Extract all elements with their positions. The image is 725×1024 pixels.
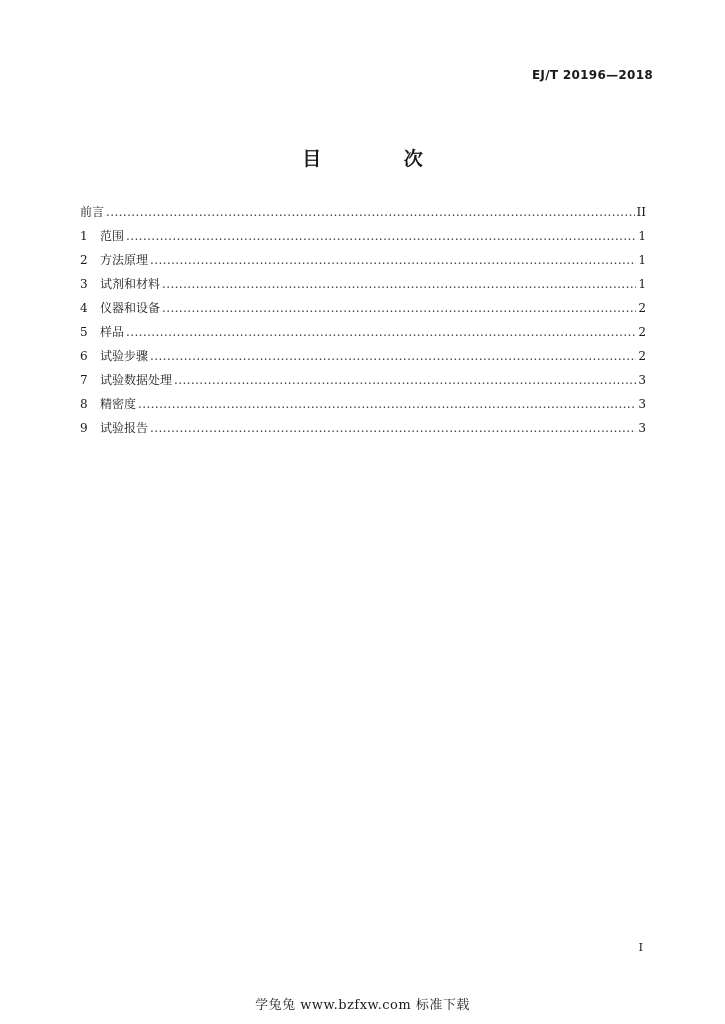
toc-entry-page: 1 — [638, 229, 646, 243]
toc-entry-number: 2 — [80, 253, 88, 267]
toc-entry-label: 试剂和材料 — [100, 277, 161, 291]
dot-leader — [162, 277, 636, 291]
toc-entry-6[interactable] — [80, 347, 646, 371]
dot-leader — [150, 253, 636, 267]
toc-entry-foreword[interactable] — [80, 203, 646, 227]
toc-entry-label: 仪器和设备 — [100, 301, 161, 315]
toc-entry-page: 2 — [638, 349, 646, 363]
dot-leader — [126, 325, 636, 339]
toc-entry-label: 范围 — [100, 229, 125, 243]
toc-entry-label: 精密度 — [100, 397, 137, 411]
dot-leader — [106, 205, 635, 219]
toc-entry-page: 3 — [638, 397, 646, 411]
toc-entry-label: 前言 — [80, 205, 105, 219]
toc-entry-4[interactable] — [80, 299, 646, 323]
toc-entry-page: 3 — [638, 421, 646, 435]
toc-entry-label: 试验数据处理 — [100, 373, 173, 387]
toc-entry-page: 3 — [638, 373, 646, 387]
toc-entry-1[interactable] — [80, 227, 646, 251]
toc-entry-label: 试验报告 — [100, 421, 149, 435]
toc-entry-page: 2 — [638, 301, 646, 315]
toc-entry-page: 1 — [638, 253, 646, 267]
dot-leader — [126, 229, 636, 243]
toc-entry-label: 试验步骤 — [100, 349, 149, 363]
toc-entry-number: 3 — [80, 277, 88, 291]
toc-entry-number: 1 — [80, 229, 88, 243]
toc-entry-2[interactable] — [80, 251, 646, 275]
toc-entry-page: 2 — [638, 325, 646, 339]
standard-code: EJ/T 20196—2018 — [531, 68, 653, 82]
toc-entry-page: 1 — [638, 277, 646, 291]
toc-entry-number: 6 — [80, 349, 88, 363]
toc-entry-5[interactable] — [80, 323, 646, 347]
footer-watermark: 学兔兔 www.bzfxw.com 标准下载 — [255, 998, 470, 1013]
toc-entry-number: 4 — [80, 301, 88, 315]
dot-leader — [162, 301, 636, 315]
toc-entry-3[interactable] — [80, 275, 646, 299]
toc-entry-7[interactable] — [80, 371, 646, 395]
page-number: I — [638, 941, 643, 954]
dot-leader — [150, 421, 636, 435]
toc-entry-number: 7 — [80, 373, 88, 387]
dot-leader — [138, 397, 636, 411]
toc-entry-number: 8 — [80, 397, 88, 411]
dot-leader — [174, 373, 636, 387]
toc-entry-9[interactable] — [80, 419, 646, 443]
toc-entry-number: 5 — [80, 325, 88, 339]
toc-entry-label: 样品 — [100, 325, 125, 339]
dot-leader — [150, 349, 636, 363]
page-title: 目 次 — [302, 148, 461, 170]
toc-entry-label: 方法原理 — [100, 253, 149, 267]
toc-entry-page: II — [636, 205, 646, 219]
toc-entry-8[interactable] — [80, 395, 646, 419]
toc-entry-number: 9 — [80, 421, 88, 435]
table-of-contents — [80, 203, 646, 443]
